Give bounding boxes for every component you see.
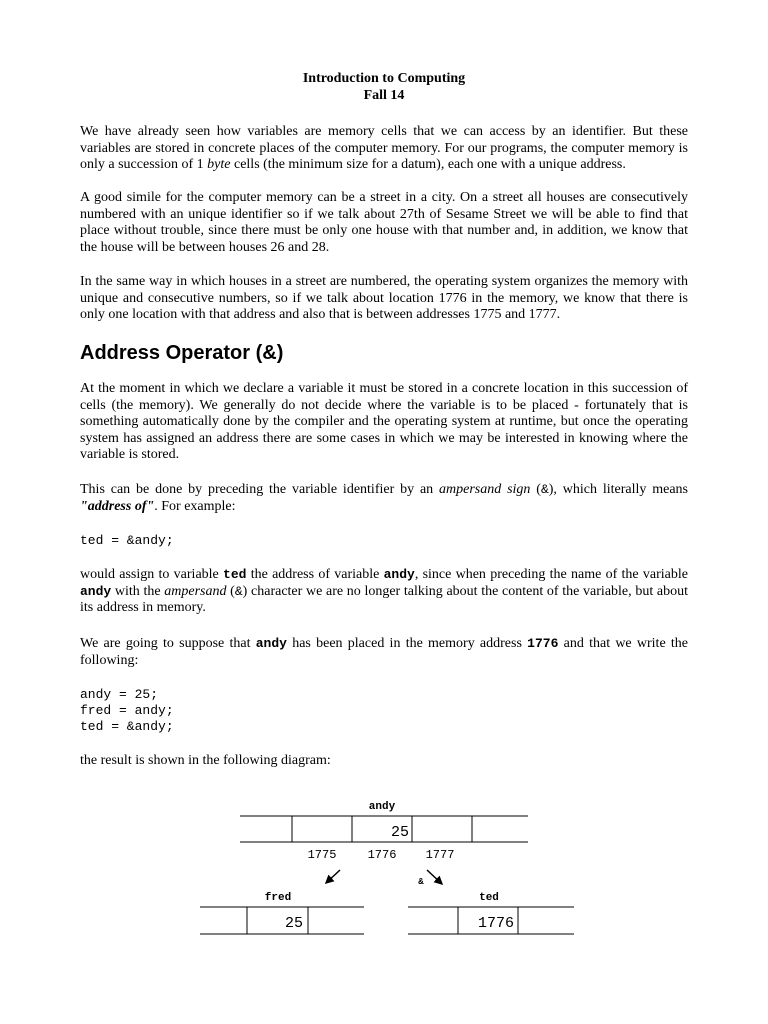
inline-code-ampersand: & [540, 482, 549, 497]
section-paragraph-5: the result is shown in the following diagram: [80, 753, 331, 768]
text-run: . For example: [154, 498, 236, 514]
text-run: ( [226, 583, 235, 599]
label-ted: ted [479, 892, 499, 904]
text-run: This can be done by preceding the variable identifier by an [80, 482, 440, 497]
text-run: cells (the minimum size for a datum), each one with a unique address. [230, 157, 626, 172]
text-run: with the [111, 583, 165, 599]
intro-paragraph-3: In the same way in which houses in a street are numbered, the operating system organizes the memory with unique and consecutive numbers, so if we talk about location 1776 in the memory, we know that there is only one location with that address and also that is between addresses 1775 and 1777. [80, 274, 688, 322]
memory-row-fred [200, 907, 364, 934]
inline-code-andy: andy [80, 583, 112, 599]
section-paragraph-4 [80, 636, 688, 669]
emphasis-ampersand-sign: ampersand sign [439, 482, 531, 497]
memory-row-andy [240, 816, 528, 842]
arrow-to-fred-icon [326, 870, 340, 883]
andy-value: 25 [390, 824, 409, 841]
text-run: ) character we are no longer talking about the content of the variable, but about its address in memory. [80, 583, 688, 615]
document-title: Introduction to Computing [302, 71, 466, 86]
inline-code-andy: andy [383, 567, 415, 582]
text-run: We are going to suppose that [80, 636, 256, 651]
emphasis-byte: byte [207, 157, 231, 172]
emphasis-ampersand: ampersand [164, 583, 227, 599]
label-fred: fred [264, 892, 292, 904]
address-1775: 1775 [307, 848, 337, 862]
text-run: ( [530, 482, 541, 497]
text-run: , since when preceding the name of the variable [414, 567, 688, 582]
arrow-to-ted-icon [427, 870, 442, 884]
text-run: the address of variable [246, 567, 384, 582]
document-subtitle: Fall 14 [363, 88, 405, 103]
fred-value: 25 [284, 915, 303, 932]
intro-paragraph-2: A good simile for the computer memory can be a street in a city. On a street all houses are consecutively numbered with an unique identifier so if we talk about 27th of Sesame Street we will be able to find that place without trouble, since there must be only one house with that number and, in addition, we know that the house will be between houses 26 and 28. [80, 190, 688, 255]
text-run: would assign to variable [80, 567, 224, 582]
inline-code-ampersand: & [234, 583, 243, 599]
section-paragraph-1: At the moment in which we declare a variable it must be stored in a concrete location in this succession of cells (the memory). We generally do not decide where the variable is to be placed - fortunately that is something automatically done by the compiler and the operating system at runtime, but once the operating system has assigned an address there are some cases in which we may be interested in knowing where the variable is stored. [80, 381, 688, 462]
address-1776: 1776 [367, 848, 397, 862]
address-1777: 1777 [425, 848, 455, 862]
inline-code-address: 1776 [527, 636, 559, 651]
section-heading: Address Operator (&) [80, 342, 284, 364]
text-run: and that we write the following: [80, 636, 689, 668]
text-run: has been placed in the memory address [286, 636, 528, 651]
intro-paragraph-1 [80, 124, 688, 174]
code-block-1: ted = &andy; [80, 533, 174, 548]
text-run: ), which literally means [548, 482, 688, 497]
ted-value: 1776 [477, 915, 514, 932]
section-paragraph-2 [80, 482, 688, 515]
emphasis-address-of: "address of" [80, 498, 155, 514]
code-block-2: andy = 25; fred = andy; ted = &andy; [80, 687, 174, 734]
ampersand-label: & [418, 877, 424, 887]
label-andy: andy [368, 801, 396, 813]
memory-diagram [0, 790, 768, 950]
inline-code-ted: ted [223, 567, 247, 582]
inline-code-andy: andy [255, 636, 287, 651]
text-run: We have already seen how variables are memory cells that we can access by an identifier. But these variables are stored in concrete places of the computer memory. For our programs, the computer memory is only a succession of 1 [80, 124, 688, 172]
section-paragraph-3 [80, 567, 688, 617]
